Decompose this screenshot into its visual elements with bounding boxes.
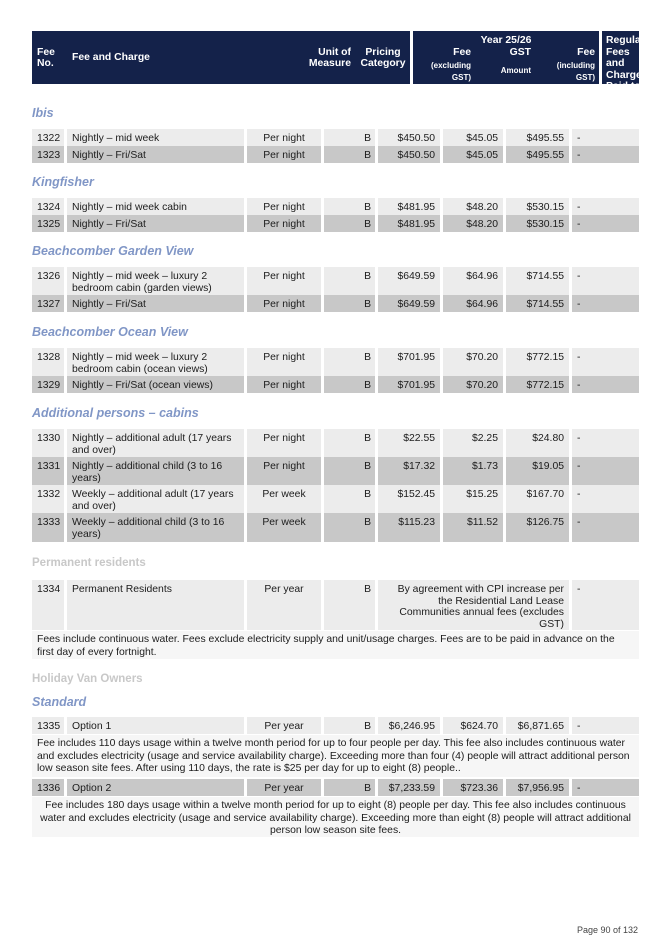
section-heading-additional-persons: Additional persons – cabins (32, 406, 199, 420)
unit-cell: Per night (247, 457, 324, 485)
category-cell: B (324, 146, 378, 163)
category-cell: B (324, 485, 378, 513)
header-fee-incl-label: Fee (577, 47, 595, 58)
unit-cell: Per night (247, 348, 324, 376)
category-cell: B (324, 267, 378, 295)
gst-cell: $64.96 (443, 267, 506, 295)
header-year-group (413, 31, 599, 84)
header-gst-sub: Amount (500, 66, 531, 75)
section-heading-holiday-van-owners: Holiday Van Owners (32, 673, 143, 685)
header-regulatory (602, 31, 661, 92)
section-heading-permanent-residents: Permanent residents (32, 557, 146, 569)
section-heading-ocean-view: Beachcomber Ocean View (32, 325, 188, 339)
fee-no-cell: 1331 (32, 457, 67, 485)
fee-incl-cell: $772.15 (506, 376, 572, 393)
gst-cell: $624.70 (443, 717, 506, 734)
table-row (32, 429, 639, 457)
regulatory-cell: - (572, 485, 639, 513)
fee-incl-cell: $19.05 (506, 457, 572, 485)
regulatory-cell: - (572, 513, 639, 542)
fee-excl-cell: $481.95 (378, 198, 443, 215)
fee-excl-cell: $701.95 (378, 376, 443, 393)
fee-excl-cell: $152.45 (378, 485, 443, 513)
fee-excl-cell: $450.50 (378, 146, 443, 163)
section-heading-ibis: Ibis (32, 106, 54, 120)
gst-cell: $64.96 (443, 295, 506, 312)
fee-no-cell: 1323 (32, 146, 67, 163)
description-cell: Nightly – Fri/Sat (67, 146, 247, 163)
table-row (32, 485, 639, 513)
header-pricing-label: Pricing Category (360, 47, 406, 69)
fee-no-cell: 1325 (32, 215, 67, 232)
table-row (32, 215, 639, 232)
fee-incl-cell: $530.15 (506, 198, 572, 215)
description-cell: Nightly – Fri/Sat (67, 295, 247, 312)
fee-no-cell: 1324 (32, 198, 67, 215)
description-cell: Option 1 (67, 717, 247, 734)
table-row (32, 717, 639, 734)
regulatory-cell: - (572, 215, 639, 232)
gst-cell: $45.05 (443, 146, 506, 163)
description-cell: Option 2 (67, 779, 247, 796)
regulatory-cell: - (572, 295, 639, 312)
fee-no-cell: 1334 (32, 580, 67, 630)
header-fee-excl-label: Fee (453, 47, 471, 58)
fee-no-cell: 1326 (32, 267, 67, 295)
fee-no-cell: 1329 (32, 376, 67, 393)
table-row (32, 376, 639, 393)
fee-incl-cell: $6,871.65 (506, 717, 572, 734)
regulatory-cell: - (572, 129, 639, 146)
gst-cell: $70.20 (443, 376, 506, 393)
unit-cell: Per night (247, 429, 324, 457)
unit-cell: Per year (247, 779, 324, 796)
description-cell: Nightly – mid week – luxury 2 bedroom cabin (garden views) (67, 267, 247, 295)
section-heading-standard: Standard (32, 695, 87, 709)
section-heading-kingfisher: Kingfisher (32, 175, 94, 189)
description-cell: Nightly – mid week cabin (67, 198, 247, 215)
permanent-residents-note: Fees include continuous water. Fees exclude electricity supply and unit/usage charges. Fees are to be paid in advance on the first day of every fortnight. (32, 631, 639, 659)
table-row (32, 513, 639, 542)
fee-no-cell: 1336 (32, 779, 67, 796)
gst-cell: $48.20 (443, 198, 506, 215)
category-cell: B (324, 457, 378, 485)
header-fee-excl-sub: (excluding GST) (430, 61, 471, 82)
unit-cell: Per night (247, 146, 324, 163)
section-heading-garden-view: Beachcomber Garden View (32, 244, 194, 258)
unit-cell: Per night (247, 198, 324, 215)
fee-excl-cell: $17.32 (378, 457, 443, 485)
header-fee-and-charge (67, 31, 279, 84)
unit-cell: Per night (247, 267, 324, 295)
regulatory-cell: - (572, 146, 639, 163)
table-row (32, 267, 639, 295)
regulatory-cell: - (572, 376, 639, 393)
fee-incl-cell: $126.75 (506, 513, 572, 542)
fee-excl-cell: $701.95 (378, 348, 443, 376)
gst-cell: $11.52 (443, 513, 506, 542)
gst-cell: $70.20 (443, 348, 506, 376)
fee-no-cell: 1330 (32, 429, 67, 457)
gst-cell: $48.20 (443, 215, 506, 232)
description-cell: Nightly – Fri/Sat (ocean views) (67, 376, 247, 393)
header-pricing-category (355, 31, 410, 84)
category-cell: B (324, 429, 378, 457)
category-cell: B (324, 717, 378, 734)
header-unit-of-measure (279, 31, 355, 84)
description-cell: Nightly – additional adult (17 years and over) (67, 429, 247, 457)
header-fee-and-charge-label: Fee and Charge (72, 52, 150, 63)
description-cell: Permanent Residents (67, 580, 247, 630)
table-row (32, 580, 639, 630)
header-fee-no (32, 31, 67, 84)
category-cell: B (324, 215, 378, 232)
option-2-note: Fee includes 180 days usage within a twelve month period for up to eight (8) people per day. This fee also includes continuous water and excludes electricity (usage and service availability charge). Exceeding more than eight (8) people will attract additional person low season site fees. (32, 797, 639, 837)
category-cell: B (324, 348, 378, 376)
regulatory-cell: - (572, 717, 639, 734)
fee-no-cell: 1327 (32, 295, 67, 312)
category-cell: B (324, 295, 378, 312)
table-header (32, 31, 661, 92)
header-year-label: Year 25/26 (480, 35, 532, 46)
fee-incl-cell: $714.55 (506, 267, 572, 295)
fee-no-cell: 1322 (32, 129, 67, 146)
regulatory-cell: - (572, 779, 639, 796)
table-row (32, 348, 639, 376)
description-cell: Nightly – Fri/Sat (67, 215, 247, 232)
fee-excl-cell: $115.23 (378, 513, 443, 542)
option-1-note: Fee includes 110 days usage within a twelve month period for up to four people per day. This fee also includes continuous water and excludes electricity (usage and service availability charge). Exceeding more than four (4) people will attract additional person low season site fees. After using 110 days, the rate is $25 per day for up to eight (8) people.. (32, 735, 639, 777)
category-cell: B (324, 129, 378, 146)
gst-cell: $45.05 (443, 129, 506, 146)
regulatory-cell: - (572, 267, 639, 295)
unit-cell: Per night (247, 376, 324, 393)
page-number: Page 90 of 132 (576, 925, 638, 935)
fee-excl-cell: $22.55 (378, 429, 443, 457)
regulatory-cell: - (572, 429, 639, 457)
description-cell: Nightly – additional child (3 to 16 years) (67, 457, 247, 485)
description-cell: Weekly – additional child (3 to 16 years) (67, 513, 247, 542)
category-cell: B (324, 513, 378, 542)
category-cell: B (324, 779, 378, 796)
fee-excl-cell: $649.59 (378, 295, 443, 312)
table-row (32, 295, 639, 312)
fee-excl-cell: $481.95 (378, 215, 443, 232)
regulatory-cell: - (572, 198, 639, 215)
fee-no-cell: 1333 (32, 513, 67, 542)
header-unit-label: Unit of Measure (308, 47, 351, 69)
regulatory-cell: - (572, 457, 639, 485)
fee-excl-cell: $7,233.59 (378, 779, 443, 796)
fee-incl-cell: $495.55 (506, 146, 572, 163)
fee-incl-cell: $495.55 (506, 129, 572, 146)
table-row (32, 146, 639, 163)
merged-fee-cell: By agreement with CPI increase per the Residential Land Lease Communities annual fees (excludes GST) (378, 580, 572, 630)
fee-no-cell: 1332 (32, 485, 67, 513)
fee-incl-cell: $24.80 (506, 429, 572, 457)
fee-no-cell: 1328 (32, 348, 67, 376)
fee-incl-cell: $772.15 (506, 348, 572, 376)
unit-cell: Per night (247, 295, 324, 312)
unit-cell: Per night (247, 129, 324, 146)
description-cell: Weekly – additional adult (17 years and over) (67, 485, 247, 513)
fee-excl-cell: $649.59 (378, 267, 443, 295)
fee-no-cell: 1335 (32, 717, 67, 734)
unit-cell: Per week (247, 513, 324, 542)
fee-incl-cell: $714.55 (506, 295, 572, 312)
category-cell: B (324, 580, 378, 630)
fee-incl-cell: $530.15 (506, 215, 572, 232)
regulatory-cell: - (572, 580, 639, 630)
regulatory-cell: - (572, 348, 639, 376)
header-fee-no-label: Fee No. (37, 47, 55, 69)
header-gst-label: GST (509, 47, 531, 58)
table-row (32, 198, 639, 215)
gst-cell: $2.25 (443, 429, 506, 457)
header-regulatory-label: Regulatory Fees and Charges Paid to (606, 35, 661, 92)
category-cell: B (324, 376, 378, 393)
gst-cell: $723.36 (443, 779, 506, 796)
unit-cell: Per year (247, 580, 324, 630)
fee-excl-cell: $6,246.95 (378, 717, 443, 734)
unit-cell: Per year (247, 717, 324, 734)
table-row (32, 129, 639, 146)
gst-cell: $1.73 (443, 457, 506, 485)
table-row (32, 457, 639, 485)
unit-cell: Per week (247, 485, 324, 513)
table-row (32, 779, 639, 796)
header-fee-incl-sub: (including GST) (556, 61, 595, 82)
unit-cell: Per night (247, 215, 324, 232)
category-cell: B (324, 198, 378, 215)
description-cell: Nightly – mid week – luxury 2 bedroom cabin (ocean views) (67, 348, 247, 376)
fee-incl-cell: $7,956.95 (506, 779, 572, 796)
fee-excl-cell: $450.50 (378, 129, 443, 146)
fee-incl-cell: $167.70 (506, 485, 572, 513)
description-cell: Nightly – mid week (67, 129, 247, 146)
gst-cell: $15.25 (443, 485, 506, 513)
